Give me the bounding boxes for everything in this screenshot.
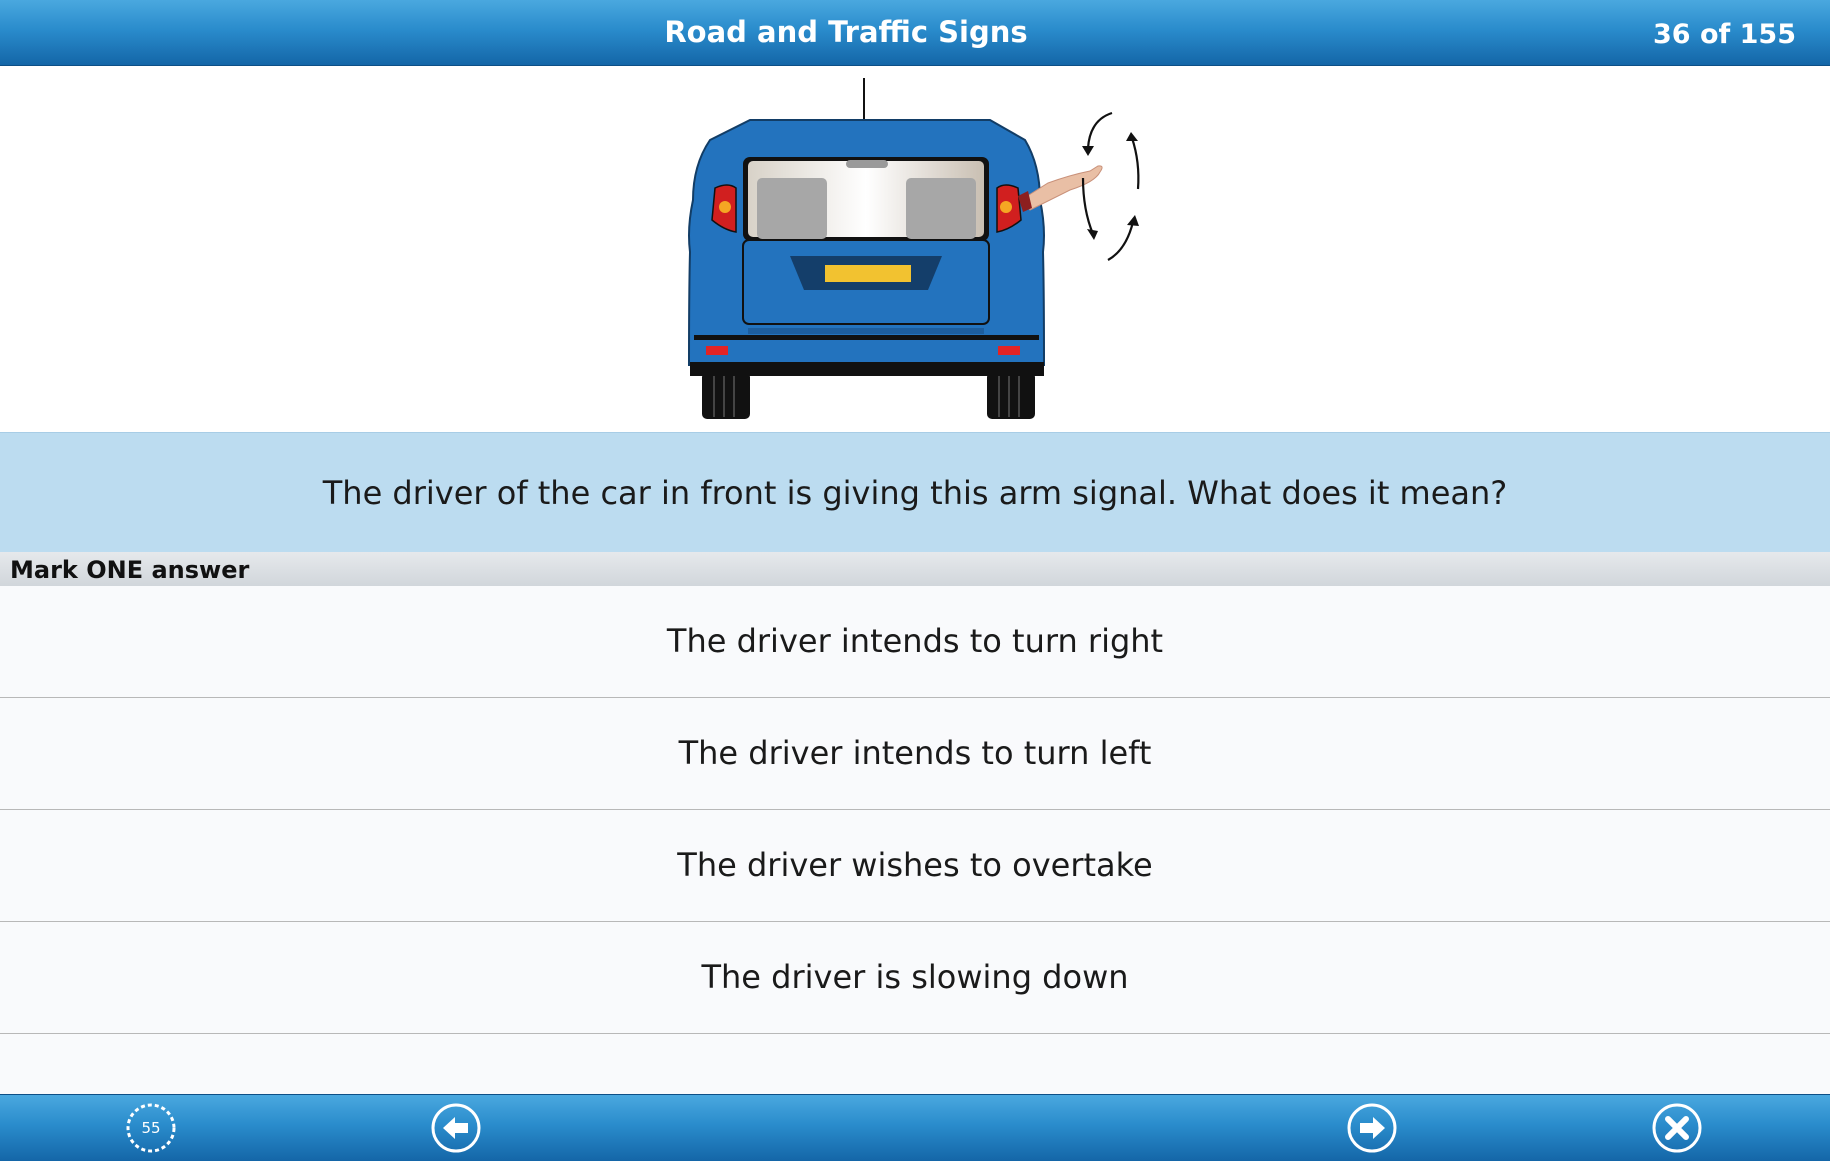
- title-bar: [0, 0, 1830, 66]
- question-counter: 36 of 155: [1652, 19, 1796, 50]
- timer-button[interactable]: [125, 1102, 177, 1154]
- answer-label: The driver intends to turn right: [666, 622, 1164, 660]
- instruction-bar: [0, 552, 1830, 586]
- instruction-text: Mark ONE answer: [10, 556, 250, 584]
- answer-label: The driver is slowing down: [701, 958, 1129, 996]
- answer-label: The driver wishes to overtake: [677, 846, 1153, 884]
- answer-label: The driver intends to turn left: [678, 734, 1152, 772]
- close-icon: [1651, 1102, 1703, 1154]
- answer-option-2[interactable]: [0, 698, 1830, 810]
- answer-option-3[interactable]: [0, 810, 1830, 922]
- arrow-left-icon: [430, 1102, 482, 1154]
- arrow-right-icon: [1346, 1102, 1398, 1154]
- previous-button[interactable]: [430, 1102, 482, 1154]
- timer-value: 55: [141, 1119, 161, 1137]
- answer-option-1[interactable]: [0, 586, 1830, 698]
- car-arm-signal-illustration: [0, 66, 1830, 432]
- answer-option-4[interactable]: [0, 922, 1830, 1034]
- page-title: Road and Traffic Signs: [664, 15, 1028, 49]
- close-button[interactable]: [1651, 1102, 1703, 1154]
- bottom-toolbar: [0, 1094, 1830, 1161]
- answer-list: [0, 586, 1830, 1094]
- question-illustration: [0, 66, 1830, 432]
- question-text: The driver of the car in front is giving this arm signal. What does it mean?: [322, 474, 1508, 512]
- next-button[interactable]: [1346, 1102, 1398, 1154]
- question-panel: [0, 432, 1830, 553]
